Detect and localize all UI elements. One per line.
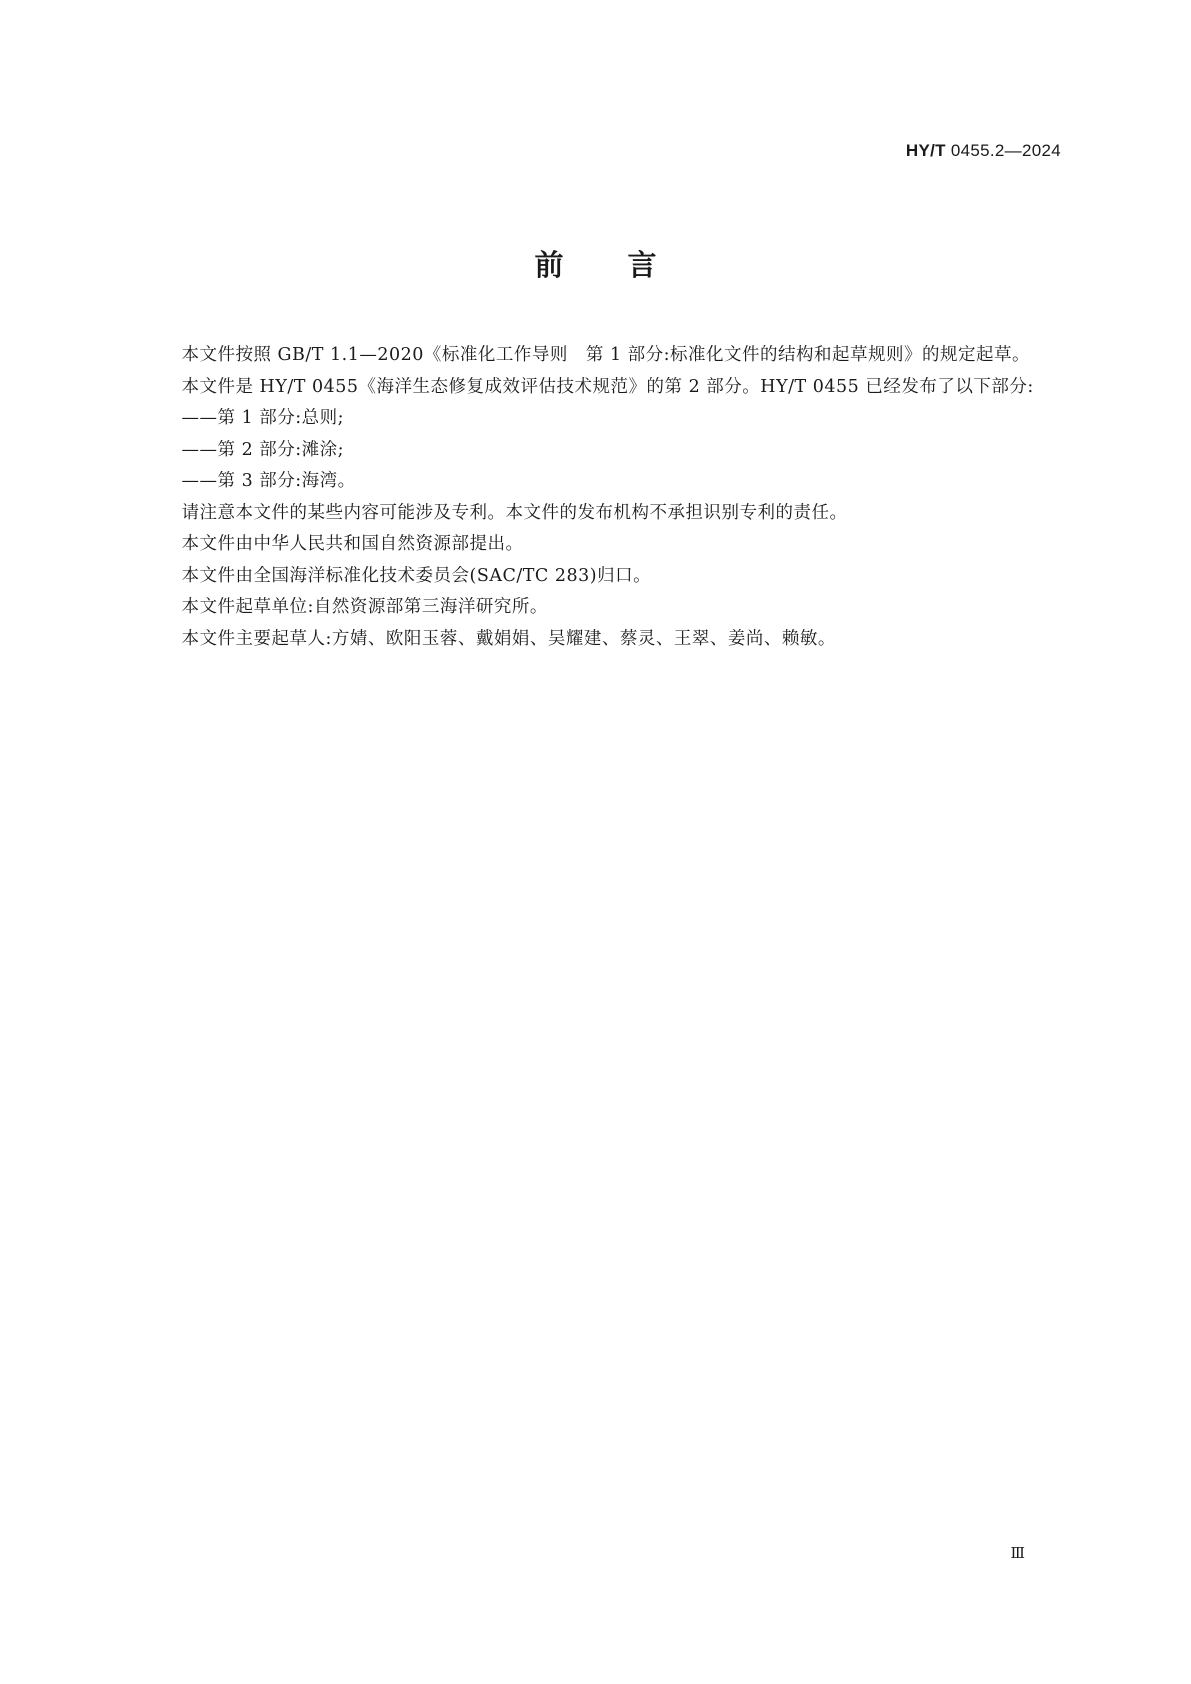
list-item-part-2: ——第 2 部分:滩涂;	[181, 439, 345, 460]
page-title: 前言	[534, 248, 721, 282]
paragraph-committee: 本文件由全国海洋标准化技术委员会(SAC/TC 283)归口。	[181, 565, 652, 586]
paragraph-drafters: 本文件主要起草人:方婧、欧阳玉蓉、戴娟娟、吴耀建、蔡灵、王翠、姜尚、赖敏。	[181, 628, 836, 649]
paragraph-proposer: 本文件由中华人民共和国自然资源部提出。	[181, 534, 524, 554]
list-item-part-1: ——第 1 部分:总则;	[181, 408, 345, 428]
paragraph-patent-notice: 请注意本文件的某些内容可能涉及专利。本文件的发布机构不承担识别专利的责任。	[181, 502, 848, 523]
foreword-body	[143, 340, 1061, 655]
page-number: Ⅲ	[1010, 1544, 1025, 1562]
standard-code	[906, 141, 1061, 161]
paragraph-drafting-rules: 本文件按照 GB/T 1.1—2020《标准化工作导则 第 1 部分:标准化文件的结构和起草规则》的规定起草。	[181, 345, 1031, 365]
paragraph-drafting-unit: 本文件起草单位:自然资源部第三海洋研究所。	[181, 597, 548, 617]
list-item-part-3: ——第 3 部分:海湾。	[181, 471, 356, 491]
standard-code-prefix: HY/T	[905, 141, 946, 160]
standard-code-number: 0455.2—2024	[945, 141, 1061, 160]
paragraph-series-info: 本文件是 HY/T 0455《海洋生态修复成效评估技术规范》的第 2 部分。HY/T 0455 已经发布了以下部分:	[181, 376, 1034, 397]
